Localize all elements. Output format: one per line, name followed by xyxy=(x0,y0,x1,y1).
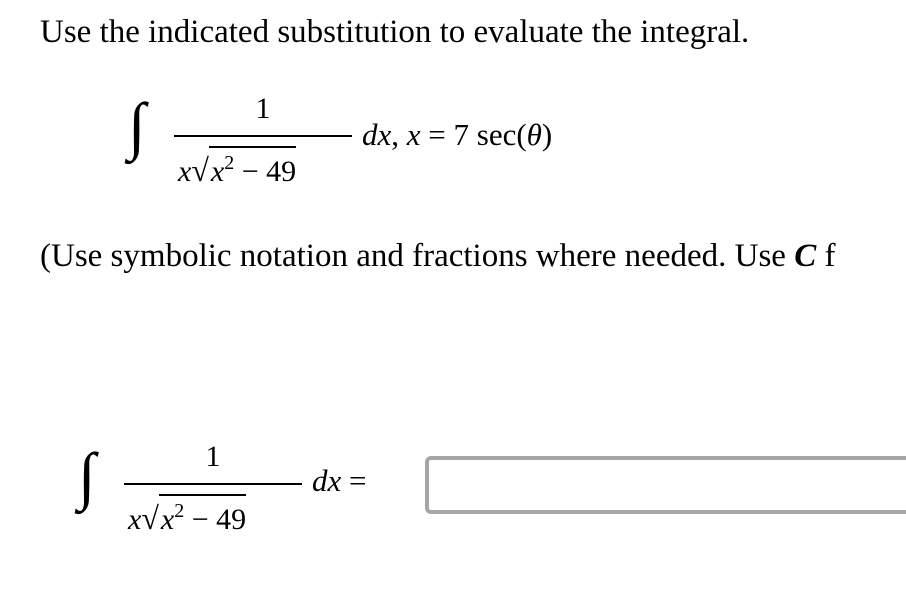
den-var: x xyxy=(178,155,192,188)
sqrt xyxy=(191,146,296,187)
answer-fraction xyxy=(124,440,302,540)
denominator xyxy=(178,146,296,187)
answer-den-var: x xyxy=(128,503,142,536)
sub-close: ) xyxy=(541,117,553,152)
answer-input[interactable] xyxy=(425,456,906,514)
answer-sqrt-symbol: √ xyxy=(141,500,159,536)
radicand-rest: − 49 xyxy=(234,155,297,188)
answer-tail xyxy=(312,464,367,498)
problem-fraction xyxy=(174,92,352,192)
answer-denominator xyxy=(128,494,246,535)
answer-radicand xyxy=(159,494,246,535)
separator: , xyxy=(391,117,407,152)
integral-sign: ∫ xyxy=(128,90,146,161)
fraction-bar xyxy=(174,135,352,137)
question-prompt: Use the indicated substitution to evaluate the integral. xyxy=(40,14,750,50)
sub-var: x xyxy=(406,117,421,152)
sub-eq: = 7 sec( xyxy=(420,117,527,152)
answer-sqrt xyxy=(141,494,246,535)
constant-symbol: C xyxy=(794,238,817,274)
answer-radicand-exp: 2 xyxy=(174,500,185,522)
sqrt-symbol: √ xyxy=(191,152,209,188)
instruction-after: f xyxy=(816,238,836,274)
answer-radicand-var: x xyxy=(160,503,175,536)
differential: dx xyxy=(362,117,392,152)
instruction-before: (Use symbolic notation and fractions where needed. Use xyxy=(40,238,795,274)
answer-radicand-rest: − 49 xyxy=(184,503,247,536)
radicand xyxy=(209,146,296,187)
answer-equals: = xyxy=(341,463,367,498)
problem-tail xyxy=(362,118,552,152)
theta: θ xyxy=(526,117,542,152)
radicand-exp: 2 xyxy=(224,152,235,174)
answer-fraction-bar xyxy=(124,483,302,485)
numerator: 1 xyxy=(255,92,271,125)
answer-numerator: 1 xyxy=(205,440,221,473)
answer-integral-sign: ∫ xyxy=(78,440,96,511)
answer-differential: dx xyxy=(312,463,342,498)
radicand-var: x xyxy=(210,155,225,188)
instruction-text xyxy=(40,236,835,276)
